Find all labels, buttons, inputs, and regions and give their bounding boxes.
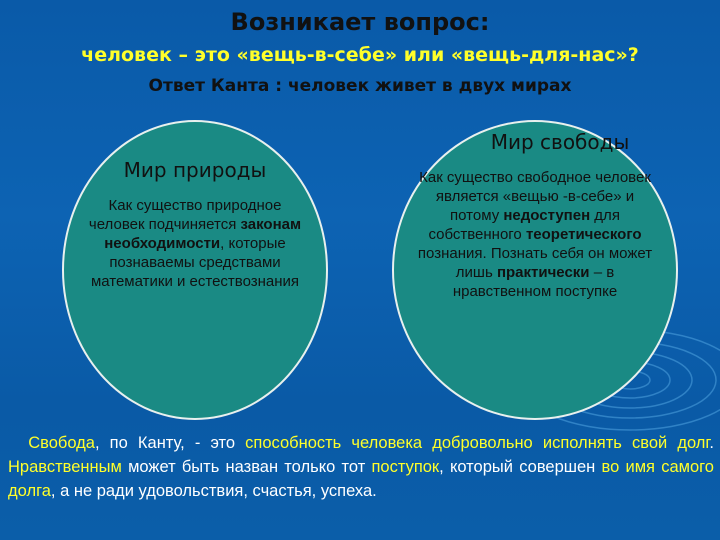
question-text: человек – это «вещь-в-себе» или «вещь-для-нас»? [81, 44, 639, 66]
nature-world-text: Как существо природное человек подчиняется законам необходимости, которые познаваемы средствами математики и естествознания [88, 197, 302, 291]
nature-world-heading: Мир природы [123, 158, 267, 182]
freedom-definition-paragraph: Свобода, по Канту, - это способность человека добровольно исполнять свой долг. Нравственным может быть назван только тот поступок, который совершен во имя самого долга, а не ради удовольствия, счастья, успеха. [8, 434, 715, 500]
freedom-world-text: Как существо свободное человек является «вещью -в-себе» и потому недоступен для собственного теоретического познания. Познать себя он может лишь практически – в нравственном поступке [417, 169, 653, 301]
kant-answer: Ответ Канта : человек живет в двух мирах [148, 76, 572, 96]
freedom-world-heading: Мир свободы [490, 130, 630, 154]
slide-title: Возникает вопрос: [230, 8, 490, 36]
